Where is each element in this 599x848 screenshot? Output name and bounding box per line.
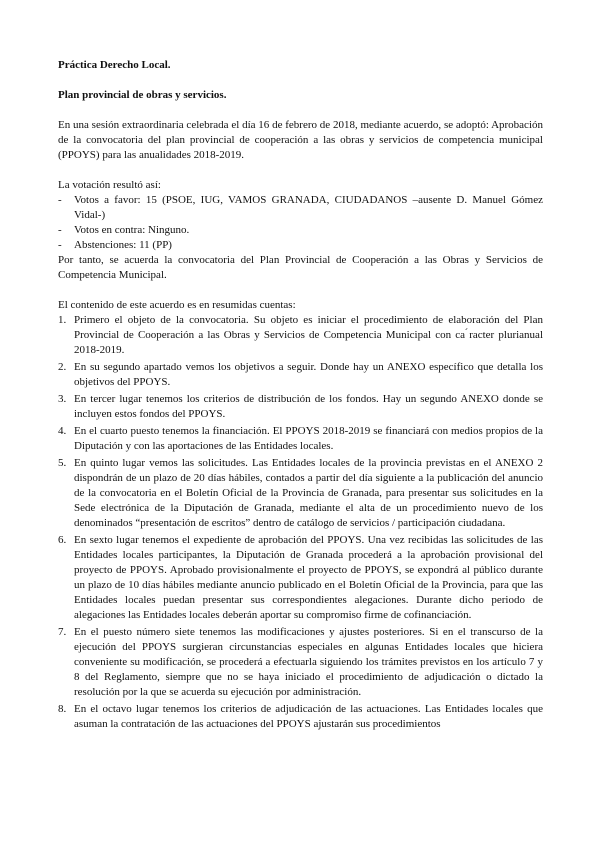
list-item: - Votos a favor: 15 (PSOE, IUG, VAMOS GRANADA, CIUDADANOS –ausente D. Manuel Gómez Vidal-) xyxy=(58,194,543,221)
list-item: 6. En sexto lugar tenemos el expediente de aprobación del PPOYS. Una vez recibidas las solicitudes de las Entidades locales participantes, la Diputación de Granada procederá a la aprobación provisional del proyecto de PPOYS. Aprobado provisionalmente el proyecto de PPOYS, se expondrá al público durante un plazo de 10 días hábiles mediante anuncio publicado en el Boletín Oficial de la Provincia, para que las Entidades locales puedan presentar sus correspondientes alegaciones. Durante dicho periodo de alegaciones las Entidades locales deberán aportar su compromiso firme de cofinanciación. xyxy=(58,534,543,621)
list-item: 5. En quinto lugar vemos las solicitudes. Las Entidades locales de la provincia previstas en el ANEXO 2 dispondrán de un plazo de 20 días hábiles, contados a partir del día siguiente a la publicación del anuncio de la convocatoria en el Boletín Oficial de la Provincia de Granada, para presentar sus solicitudes en la Sede electrónica de la Diputación de Granada, mediante el alta de un procedimiento nuevo de los denominados “presentación de escritos” dentro de catálogo de servicios / participación ciudadana. xyxy=(58,457,543,529)
list-item: 4. En el cuarto puesto tenemos la financiación. El PPOYS 2018-2019 se financiará con medios propios de la Diputación y con las aportaciones de las Entidades locales. xyxy=(58,425,543,452)
list-item: 1. Primero el objeto de la convocatoria. Su objeto es iniciar el procedimiento de elaboración del Plan Provincial de Cooperación a las Obras y Servicios de Competencia Municipal con ca ́racter plurianual 2018-2019. xyxy=(58,314,543,356)
dash-bullet: - xyxy=(58,194,62,206)
conclusion-paragraph: Por tanto, se acuerda la convocatoria del Plan Provincial de Cooperación a las Obras y Servicios de Competencia Municipal. xyxy=(58,254,543,281)
intro-paragraph: En una sesión extraordinaria celebrada el día 16 de febrero de 2018, mediante acuerdo, se adoptó: Aprobación de la convocatoria del plan provincial de cooperación a las obras y servicios de competencia municipal (PPOYS) para las anualidades 2018-2019. xyxy=(58,119,543,161)
vote-heading: La votación resultó así: xyxy=(58,179,161,191)
list-item: 8. En el octavo lugar tenemos los criterios de adjudicación de las actuaciones. Las Entidades locales que asuman la contratación de las actuaciones del PPOYS ajustarán sus procedimientos xyxy=(58,703,543,730)
list-item: 3. En tercer lugar tenemos los criterios de distribución de los fondos. Hay un segundo ANEXO donde se incluyen estos fondos del PPOYS. xyxy=(58,393,543,420)
summary-list xyxy=(58,313,543,732)
dash-bullet: - xyxy=(58,239,62,251)
document-title: Práctica Derecho Local. xyxy=(58,59,171,71)
summary-heading: El contenido de este acuerdo es en resumidas cuentas: xyxy=(58,299,296,311)
list-item: 2. En su segundo apartado vemos los objetivos a seguir. Donde hay un ANEXO específico que detalla los objetivos del PPOYS. xyxy=(58,361,543,388)
list-item: 7. En el puesto número siete tenemos las modificaciones y ajustes posteriores. Si en el transcurso de la ejecución del PPOYS surgieran circunstancias especiales en algunas Entidades locales que hiciera conveniente su modificación, se procederá a efectuarla siguiendo los trámites previstos en los artículo 7 y 8 del Reglamento, siempre que no se haya iniciado el procedimiento de adjudicación o dictado la resolución por la que se acuerda su ejecución por administración. xyxy=(58,626,543,698)
list-item: - Votos en contra: Ninguno. xyxy=(58,224,190,236)
vote-list xyxy=(58,193,543,253)
dash-bullet: - xyxy=(58,224,62,236)
document-subtitle: Plan provincial de obras y servicios. xyxy=(58,89,227,101)
list-item: - Abstenciones: 11 (PP) xyxy=(58,239,172,251)
